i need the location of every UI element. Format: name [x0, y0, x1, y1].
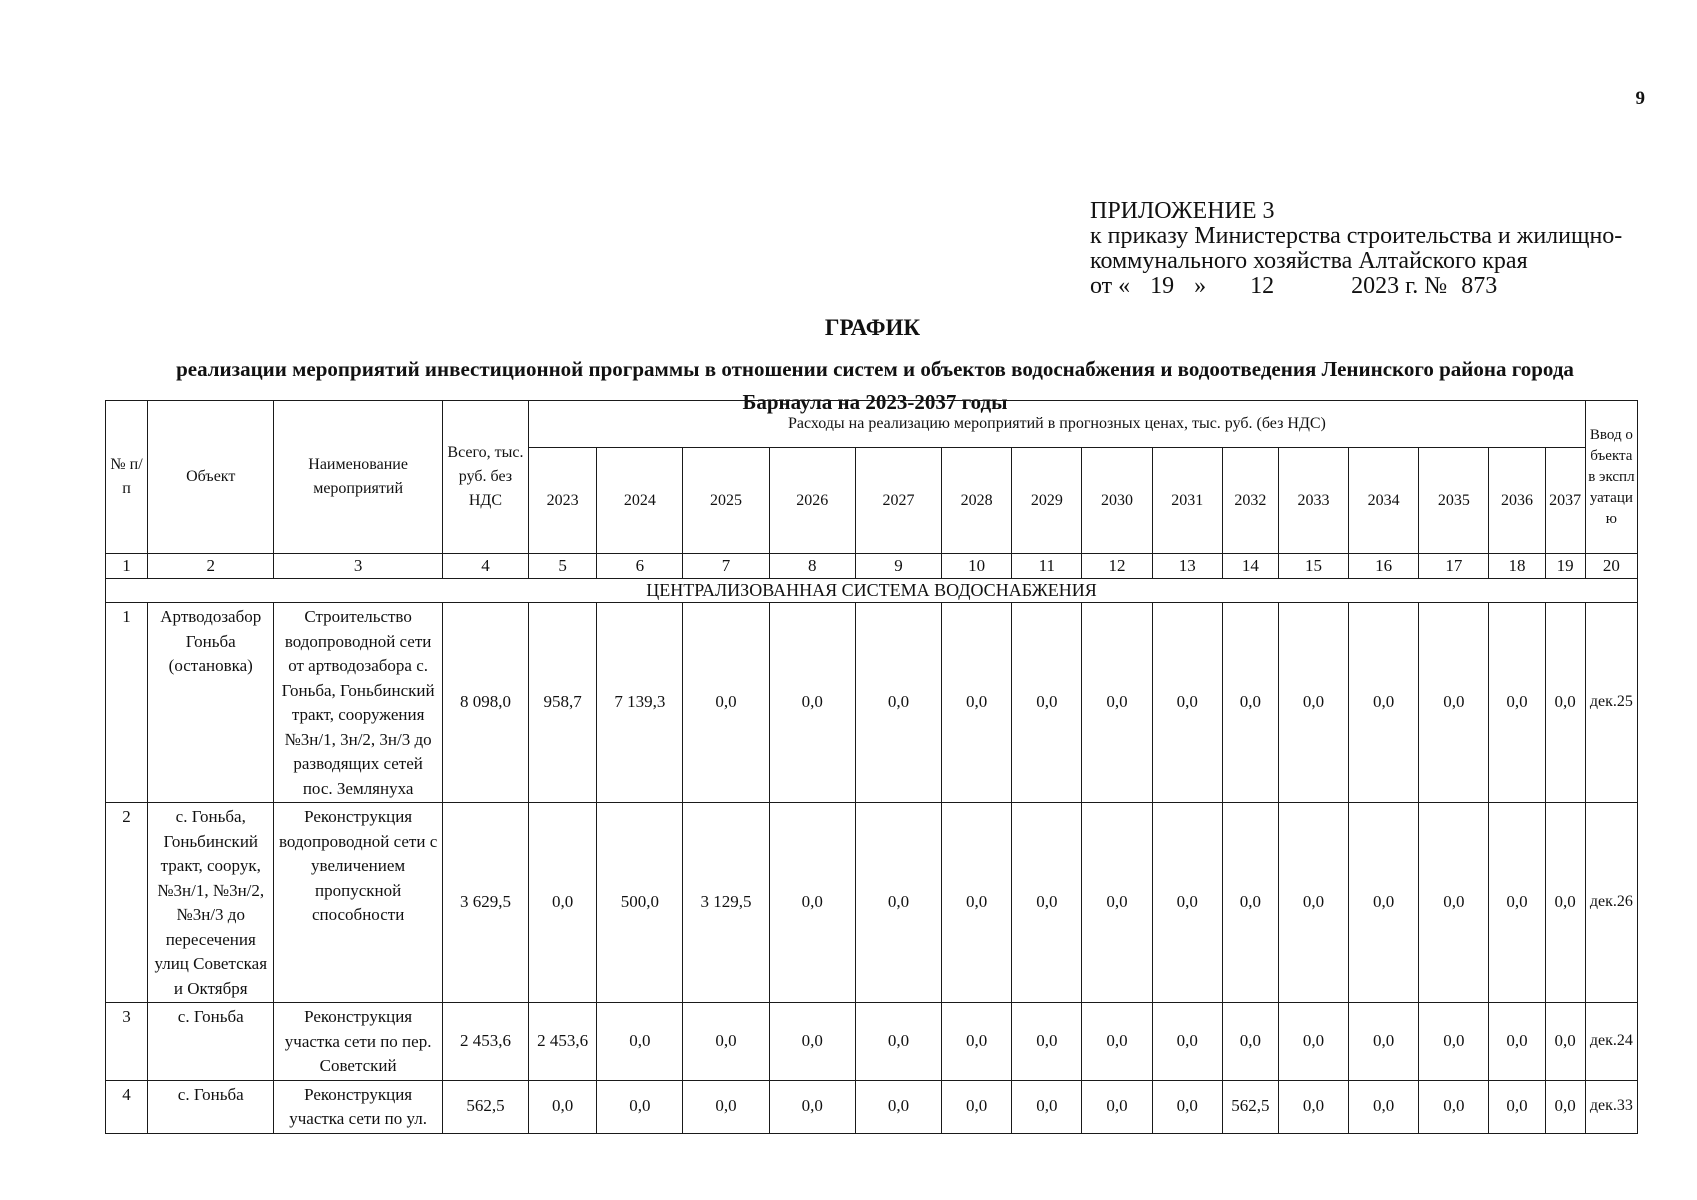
row-measure: Реконструкция участка сети по ул. — [274, 1080, 442, 1133]
section-row — [106, 579, 1638, 603]
column-number: 19 — [1545, 554, 1585, 579]
date-month: 12 — [1250, 273, 1275, 299]
row-commission: дек.25 — [1585, 603, 1637, 803]
row-value-2037: 0,0 — [1545, 803, 1585, 1003]
row-value-2024: 0,0 — [597, 1003, 683, 1081]
row-value-2030: 0,0 — [1082, 1080, 1152, 1133]
row-value-2029: 0,0 — [1012, 1080, 1082, 1133]
row-value-2025: 0,0 — [683, 1003, 769, 1081]
row-value-2025: 0,0 — [683, 603, 769, 803]
row-value-2036: 0,0 — [1489, 1003, 1545, 1081]
column-number: 16 — [1349, 554, 1419, 579]
row-value-2033: 0,0 — [1278, 803, 1348, 1003]
row-total: 8 098,0 — [442, 603, 528, 803]
document-subtitle: реализации мероприятий инвестиционной программы в отношении систем и объектов водоснабжения и водоотведения Ленинского района города Барнаула на 2023-2037 годы — [176, 357, 1574, 414]
row-value-2034: 0,0 — [1349, 1080, 1419, 1133]
row-number: 2 — [106, 803, 148, 1003]
row-value-2026: 0,0 — [769, 1080, 855, 1133]
row-value-2030: 0,0 — [1082, 1003, 1152, 1081]
appendix-date-line — [1090, 274, 1622, 299]
row-value-2034: 0,0 — [1349, 1003, 1419, 1081]
row-number: 1 — [106, 603, 148, 803]
row-measure: Реконструкция водопроводной сети с увеличением пропускной способности — [274, 803, 442, 1003]
row-commission: дек.26 — [1585, 803, 1637, 1003]
header-year-2033: 2033 — [1278, 448, 1348, 554]
column-number: 12 — [1082, 554, 1152, 579]
row-value-2025: 3 129,5 — [683, 803, 769, 1003]
row-value-2023: 0,0 — [529, 1080, 597, 1133]
header-year-2034: 2034 — [1349, 448, 1419, 554]
header-year-2030: 2030 — [1082, 448, 1152, 554]
column-number: 1 — [106, 554, 148, 579]
column-number: 9 — [855, 554, 941, 579]
header-total: Всего, тыс. руб. без НДС — [442, 401, 528, 554]
date-year: 2023 г. № — [1351, 273, 1448, 299]
row-value-2027: 0,0 — [855, 803, 941, 1003]
column-number: 8 — [769, 554, 855, 579]
row-commission: дек.24 — [1585, 1003, 1637, 1081]
row-value-2035: 0,0 — [1419, 1003, 1489, 1081]
row-value-2023: 2 453,6 — [529, 1003, 597, 1081]
header-num: № п/п — [106, 401, 148, 554]
row-measure: Реконструкция участка сети по пер. Советский — [274, 1003, 442, 1081]
row-number: 4 — [106, 1080, 148, 1133]
row-value-2027: 0,0 — [855, 1080, 941, 1133]
row-value-2031: 0,0 — [1152, 1003, 1222, 1081]
header-year-2031: 2031 — [1152, 448, 1222, 554]
date-prefix: от « — [1090, 273, 1131, 299]
row-object: с. Гоньба — [148, 1080, 274, 1133]
header-year-2032: 2032 — [1222, 448, 1278, 554]
appendix-title: ПРИЛОЖЕНИЕ 3 — [1090, 198, 1275, 224]
row-value-2031: 0,0 — [1152, 1080, 1222, 1133]
appendix-line-1: к приказу Министерства строительства и жилищно- — [1090, 223, 1623, 249]
row-value-2036: 0,0 — [1489, 803, 1545, 1003]
row-value-2035: 0,0 — [1419, 603, 1489, 803]
row-value-2029: 0,0 — [1012, 1003, 1082, 1081]
column-number: 20 — [1585, 554, 1637, 579]
row-value-2025: 0,0 — [683, 1080, 769, 1133]
header-year-2023: 2023 — [529, 448, 597, 554]
header-row-top — [106, 401, 1638, 448]
column-number: 5 — [529, 554, 597, 579]
header-year-2035: 2035 — [1419, 448, 1489, 554]
row-measure: Строительство водопроводной сети от артводозабора с. Гоньба, Гоньбинский тракт, сооружения №3н/1, 3н/2, 3н/3 до разводящих сетей пос. Землянуха — [274, 603, 442, 803]
row-value-2027: 0,0 — [855, 1003, 941, 1081]
row-total: 2 453,6 — [442, 1003, 528, 1081]
row-value-2035: 0,0 — [1419, 803, 1489, 1003]
row-total: 562,5 — [442, 1080, 528, 1133]
row-value-2032: 0,0 — [1222, 603, 1278, 803]
row-value-2030: 0,0 — [1082, 603, 1152, 803]
column-number: 11 — [1012, 554, 1082, 579]
column-number: 18 — [1489, 554, 1545, 579]
row-value-2033: 0,0 — [1278, 1003, 1348, 1081]
row-value-2028: 0,0 — [942, 1080, 1012, 1133]
row-value-2030: 0,0 — [1082, 803, 1152, 1003]
row-value-2032: 0,0 — [1222, 803, 1278, 1003]
row-value-2026: 0,0 — [769, 1003, 855, 1081]
header-year-2027: 2027 — [855, 448, 941, 554]
table-row — [106, 803, 1638, 1003]
table-body — [106, 603, 1638, 1134]
row-value-2024: 7 139,3 — [597, 603, 683, 803]
row-value-2034: 0,0 — [1349, 803, 1419, 1003]
header-year-2029: 2029 — [1012, 448, 1082, 554]
row-value-2036: 0,0 — [1489, 603, 1545, 803]
row-value-2037: 0,0 — [1545, 1080, 1585, 1133]
row-value-2035: 0,0 — [1419, 1080, 1489, 1133]
column-number: 17 — [1419, 554, 1489, 579]
column-number: 4 — [442, 554, 528, 579]
row-total: 3 629,5 — [442, 803, 528, 1003]
table-row — [106, 603, 1638, 803]
column-number: 6 — [597, 554, 683, 579]
row-number: 3 — [106, 1003, 148, 1081]
row-value-2037: 0,0 — [1545, 603, 1585, 803]
header-commission: Ввод объекта в эксплуатацию — [1585, 401, 1637, 554]
header-year-2037: 2037 — [1545, 448, 1585, 554]
section-title: ЦЕНТРАЛИЗОВАННАЯ СИСТЕМА ВОДОСНАБЖЕНИЯ — [106, 579, 1638, 603]
row-value-2031: 0,0 — [1152, 803, 1222, 1003]
table-row — [106, 1003, 1638, 1081]
row-object: с. Гоньба — [148, 1003, 274, 1081]
header-year-2024: 2024 — [597, 448, 683, 554]
table-row — [106, 1080, 1638, 1133]
header-measure: Наименование мероприятий — [274, 401, 442, 554]
row-value-2036: 0,0 — [1489, 1080, 1545, 1133]
column-number: 14 — [1222, 554, 1278, 579]
row-commission: дек.33 — [1585, 1080, 1637, 1133]
column-number: 10 — [942, 554, 1012, 579]
header-year-2028: 2028 — [942, 448, 1012, 554]
row-value-2026: 0,0 — [769, 803, 855, 1003]
date-day: 19 — [1150, 273, 1175, 299]
column-number: 7 — [683, 554, 769, 579]
row-value-2024: 500,0 — [597, 803, 683, 1003]
document-title: ГРАФИК — [824, 315, 921, 340]
row-value-2032: 0,0 — [1222, 1003, 1278, 1081]
header-expenses: Расходы на реализацию мероприятий в прогнозных ценах, тыс. руб. (без НДС) — [529, 401, 1586, 448]
row-value-2034: 0,0 — [1349, 603, 1419, 803]
row-value-2028: 0,0 — [942, 1003, 1012, 1081]
appendix-line-2: коммунального хозяйства Алтайского края — [1090, 248, 1528, 274]
header-year-2036: 2036 — [1489, 448, 1545, 554]
header-object: Объект — [148, 401, 274, 554]
order-number: 873 — [1461, 273, 1498, 299]
row-object: с. Гоньба, Гоньбинский тракт, соорук, №3н/1, №3н/2, №3н/3 до пересечения улиц Советская и Октября — [148, 803, 274, 1003]
row-value-2029: 0,0 — [1012, 603, 1082, 803]
column-number: 15 — [1278, 554, 1348, 579]
row-value-2033: 0,0 — [1278, 603, 1348, 803]
column-number-row — [106, 554, 1638, 579]
header-year-2026: 2026 — [769, 448, 855, 554]
row-value-2024: 0,0 — [597, 1080, 683, 1133]
row-value-2026: 0,0 — [769, 603, 855, 803]
row-value-2032: 562,5 — [1222, 1080, 1278, 1133]
row-value-2037: 0,0 — [1545, 1003, 1585, 1081]
column-number: 13 — [1152, 554, 1222, 579]
row-value-2027: 0,0 — [855, 603, 941, 803]
row-value-2028: 0,0 — [942, 803, 1012, 1003]
row-value-2033: 0,0 — [1278, 1080, 1348, 1133]
row-object: Артводозабор Гоньба (остановка) — [148, 603, 274, 803]
date-close: » — [1194, 273, 1207, 299]
row-value-2028: 0,0 — [942, 603, 1012, 803]
appendix-block — [1090, 199, 1622, 299]
row-value-2023: 0,0 — [529, 803, 597, 1003]
row-value-2029: 0,0 — [1012, 803, 1082, 1003]
page-number: 9 — [1635, 88, 1645, 109]
header-year-2025: 2025 — [683, 448, 769, 554]
row-value-2023: 958,7 — [529, 603, 597, 803]
schedule-table — [105, 400, 1638, 1134]
column-number: 3 — [274, 554, 442, 579]
row-value-2031: 0,0 — [1152, 603, 1222, 803]
column-number: 2 — [148, 554, 274, 579]
